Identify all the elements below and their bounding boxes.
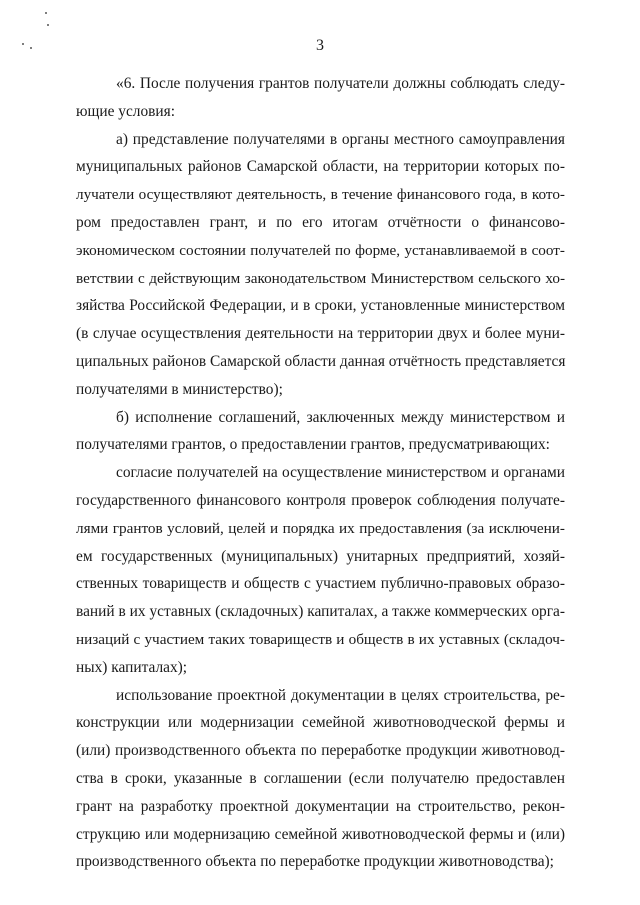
text-line: ющие условия: (76, 102, 176, 120)
text-line: струкцию или модернизацию семейной животноводческой фермы и (или) (76, 825, 565, 843)
text-line: государственного финансового контроля проверок соблюдения получате- (76, 491, 565, 509)
scan-speck (45, 12, 47, 14)
text-line: ветствии с действующим законодательством Министерством сельского хо- (76, 269, 565, 287)
document-body (76, 70, 565, 876)
text-line: конструкции или модернизации семейной животноводческой фермы и (76, 714, 565, 732)
text-line: ваний в их уставных (складочных) капиталах, а также коммерческих орга- (76, 603, 565, 621)
text-line: (или) производственного объекта по переработке продукции животновод- (76, 742, 565, 760)
text-line: ственных товариществ и обществ с участием публично-правовых образо- (76, 575, 565, 593)
text-line: «6. После получения грантов получатели должны соблюдать следу- (116, 75, 565, 92)
text-line: муниципальных районов Самарской области, на территории которых по- (76, 158, 565, 176)
text-line: согласие получателей на осуществление министерством и органами (116, 464, 565, 482)
text-line: экономическом состоянии получателей по форме, устанавливаемой в соот- (76, 241, 565, 259)
text-line: использование проектной документации в целях строительства, ре- (116, 686, 565, 704)
text-line: ем государственных (муниципальных) унитарных предприятий, хозяй- (76, 547, 565, 565)
text-line: б) исполнение соглашений, заключенных между министерством и (116, 408, 565, 426)
text-line: (в случае осуществления деятельности на территории двух и более муни- (76, 325, 565, 343)
page-number: 3 (316, 37, 324, 54)
text-line: грант на разработку проектной документации на строительство, рекон- (76, 797, 565, 815)
text-line: ром предоставлен грант, и по его итогам отчётности о финансово- (76, 213, 565, 231)
text-line: зяйства Российской Федерации, и в сроки, установленные министерством (76, 297, 565, 315)
text-line: а) представление получателями в органы местного самоуправления (116, 130, 565, 148)
text-line: лучатели осуществляют деятельность, в течение финансового года, в кото- (76, 186, 565, 204)
text-line: низаций с участием таких товариществ и обществ в их уставных (складоч- (76, 630, 565, 648)
text-line: лями грантов условий, целей и порядка их предоставления (за исключени- (76, 519, 565, 537)
text-line: ципальных районов Самарской области данная отчётность представляется (76, 352, 566, 370)
text-line: получателями грантов, о предоставлении грантов, предусматривающих: (76, 436, 550, 454)
scan-speck (47, 24, 49, 26)
text-line: ных) капиталах); (76, 658, 188, 676)
text-line: получателями в министерство); (76, 380, 283, 398)
text-line: производственного объекта по переработке продукции животноводства); (76, 853, 554, 871)
text-line: ства в сроки, указанные в соглашении (если получателю предоставлен (76, 769, 565, 787)
